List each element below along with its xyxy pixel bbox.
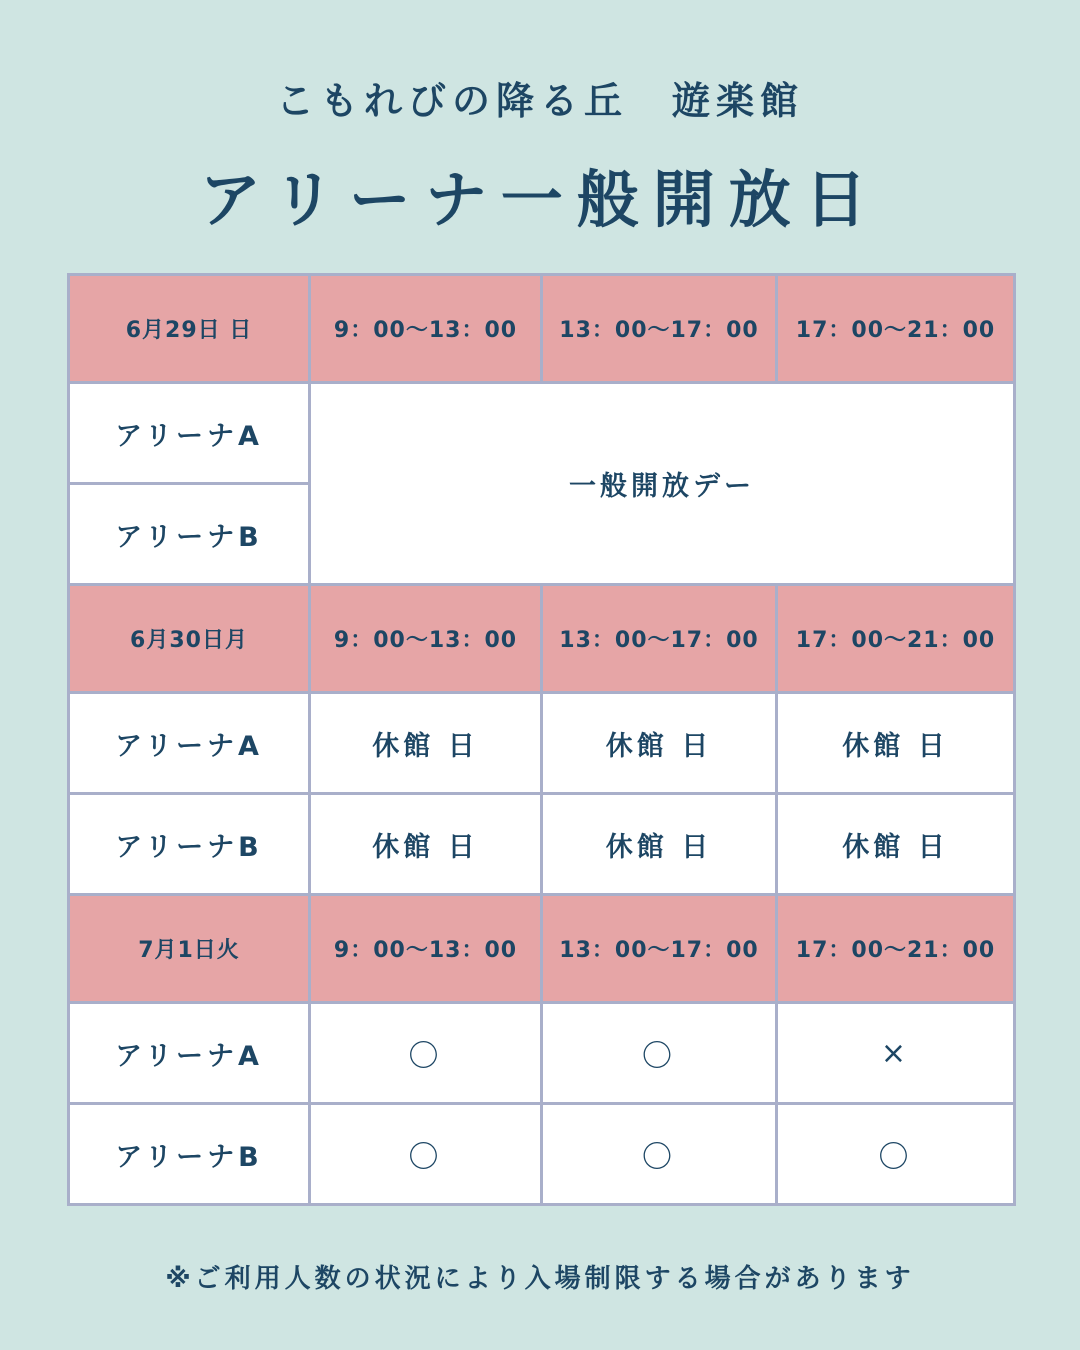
time-slot-cell: 17：00～21：00 [777,895,1015,1003]
arena-row [69,794,1015,895]
availability-mark: 〇 [310,1104,542,1205]
date-cell: 7月1日火 [69,895,310,1003]
date-row [69,275,1015,383]
availability-mark: 〇 [777,1104,1015,1205]
time-slot-cell: 17：00～21：00 [777,275,1015,383]
facility-name: こもれびの降る丘 遊楽館 [275,79,804,123]
time-slot-cell: 9：00～13：00 [310,585,542,693]
time-slot-cell: 9：00～13：00 [310,895,542,1003]
arena-name-cell: アリーナB [69,484,310,585]
status-cell: 休館 日 [777,794,1015,895]
page-title: アリーナ一般開放日 [199,163,881,236]
date-cell: 6月30日月 [69,585,310,693]
status-cell: 休館 日 [542,794,777,895]
footnote: ※ご利用人数の状況により入場制限する場合があります [165,1264,915,1294]
time-slot-cell: 13：00～17：00 [542,275,777,383]
arena-name-cell: アリーナA [69,1003,310,1104]
arena-name-cell: アリーナA [69,693,310,794]
status-cell: 休館 日 [310,794,542,895]
time-slot-cell: 9：00～13：00 [310,275,542,383]
time-slot-cell: 17：00～21：00 [777,585,1015,693]
availability-mark: × [777,1003,1015,1104]
status-cell: 休館 日 [310,693,542,794]
date-row [69,585,1015,693]
status-cell: 休館 日 [542,693,777,794]
status-cell: 休館 日 [777,693,1015,794]
availability-mark: 〇 [310,1003,542,1104]
arena-row [69,383,1015,484]
date-cell: 6月29日 日 [69,275,310,383]
time-slot-cell: 13：00～17：00 [542,895,777,1003]
availability-mark: 〇 [542,1104,777,1205]
schedule-table [67,273,1016,1206]
arena-row [69,1104,1015,1205]
arena-name-cell: アリーナB [69,794,310,895]
open-day-cell: 一般開放デー [310,383,1015,585]
arena-row [69,693,1015,794]
time-slot-cell: 13：00～17：00 [542,585,777,693]
availability-mark: 〇 [542,1003,777,1104]
arena-name-cell: アリーナB [69,1104,310,1205]
arena-row [69,1003,1015,1104]
arena-name-cell: アリーナA [69,383,310,484]
date-row [69,895,1015,1003]
